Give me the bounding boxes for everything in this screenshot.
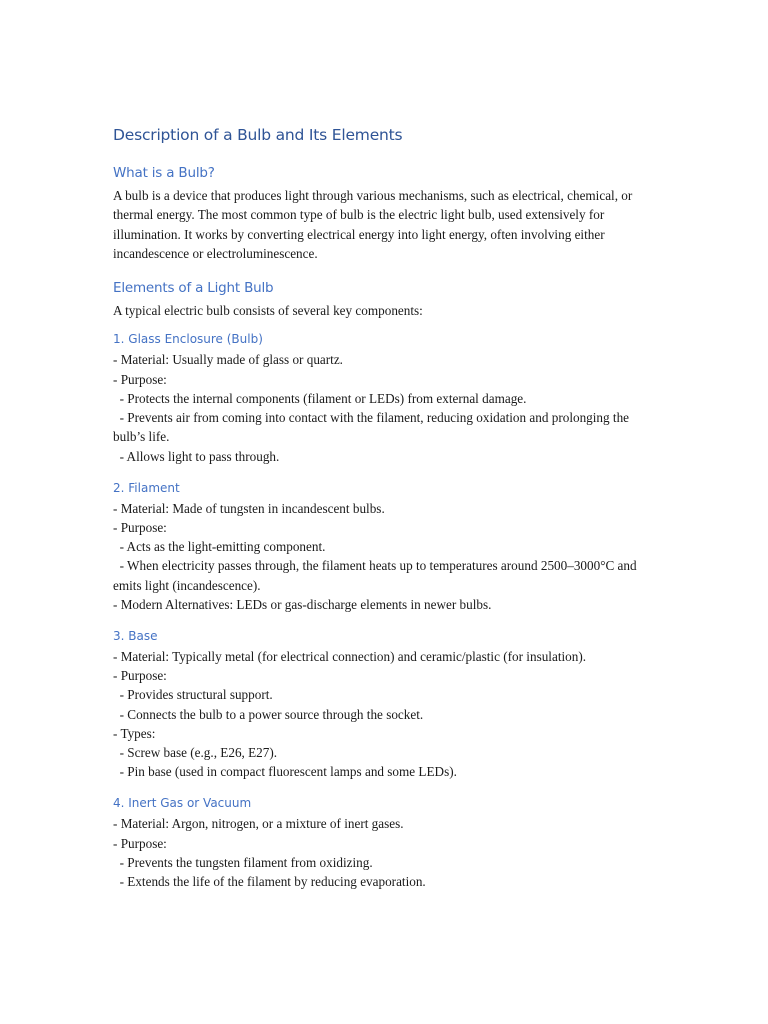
section-heading-what-is-bulb: What is a Bulb?	[113, 165, 215, 181]
subsection-filament	[113, 480, 658, 614]
subsection-heading: 4. Inert Gas or Vacuum	[113, 796, 252, 811]
list-item: - Purpose:	[113, 371, 167, 387]
list-item: - Acts as the light-emitting component.	[113, 539, 326, 555]
list-item: - Screw base (e.g., E26, E27).	[113, 744, 278, 760]
list-item: - Connects the bulb to a power source through the socket.	[113, 706, 424, 722]
list-item: - Types:	[113, 725, 156, 741]
list-item: - Allows light to pass through.	[113, 448, 280, 464]
list-item: - Material: Argon, nitrogen, or a mixture of inert gases.	[113, 816, 404, 832]
list-item: - Material: Made of tungsten in incandescent bulbs.	[113, 500, 385, 516]
list-item: - Modern Alternatives: LEDs or gas-discharge elements in newer bulbs.	[113, 596, 492, 612]
list-item: - Purpose:	[113, 519, 167, 535]
list-item: - Purpose:	[113, 668, 167, 684]
subsection-base	[113, 628, 658, 781]
subsection-heading: 1. Glass Enclosure (Bulb)	[113, 332, 263, 347]
section-paragraph-what-is-bulb: A bulb is a device that produces light through various mechanisms, such as electrical, chemical, or thermal energy. The most common type of bulb is the electric light bulb, used extensively for illumination. It works by converting electrical energy into light energy, often involving either incandescence or electroluminescence.	[113, 188, 633, 261]
document-title: Description of a Bulb and Its Elements	[113, 126, 403, 144]
section-intro-elements: A typical electric bulb consists of several key components:	[113, 303, 423, 319]
document-body	[113, 124, 658, 891]
list-item: - Material: Usually made of glass or quartz.	[113, 352, 343, 368]
list-item: - Prevents the tungsten filament from oxidizing.	[113, 854, 373, 870]
list-item: - Pin base (used in compact fluorescent lamps and some LEDs).	[113, 764, 457, 780]
subsection-heading: 2. Filament	[113, 480, 180, 495]
subsection-inert-gas	[113, 795, 658, 891]
list-item: - Material: Typically metal (for electrical connection) and ceramic/plastic (for insulation).	[113, 648, 587, 664]
section-heading-elements: Elements of a Light Bulb	[113, 280, 274, 297]
list-item: - Protects the internal components (filament or LEDs) from external damage.	[113, 390, 527, 406]
subsection-heading: 3. Base	[113, 628, 158, 643]
subsection-glass-enclosure	[113, 331, 658, 465]
list-item: - Extends the life of the filament by reducing evaporation.	[113, 873, 426, 889]
list-item: - Prevents air from coming into contact with the filament, reducing oxidation and prolonging the bulb’s life.	[113, 410, 633, 445]
list-item: - Provides structural support.	[113, 687, 273, 703]
list-item: - When electricity passes through, the filament heats up to temperatures around 2500–3000°C and emits light (incandescence).	[113, 558, 640, 593]
list-item: - Purpose:	[113, 835, 167, 851]
